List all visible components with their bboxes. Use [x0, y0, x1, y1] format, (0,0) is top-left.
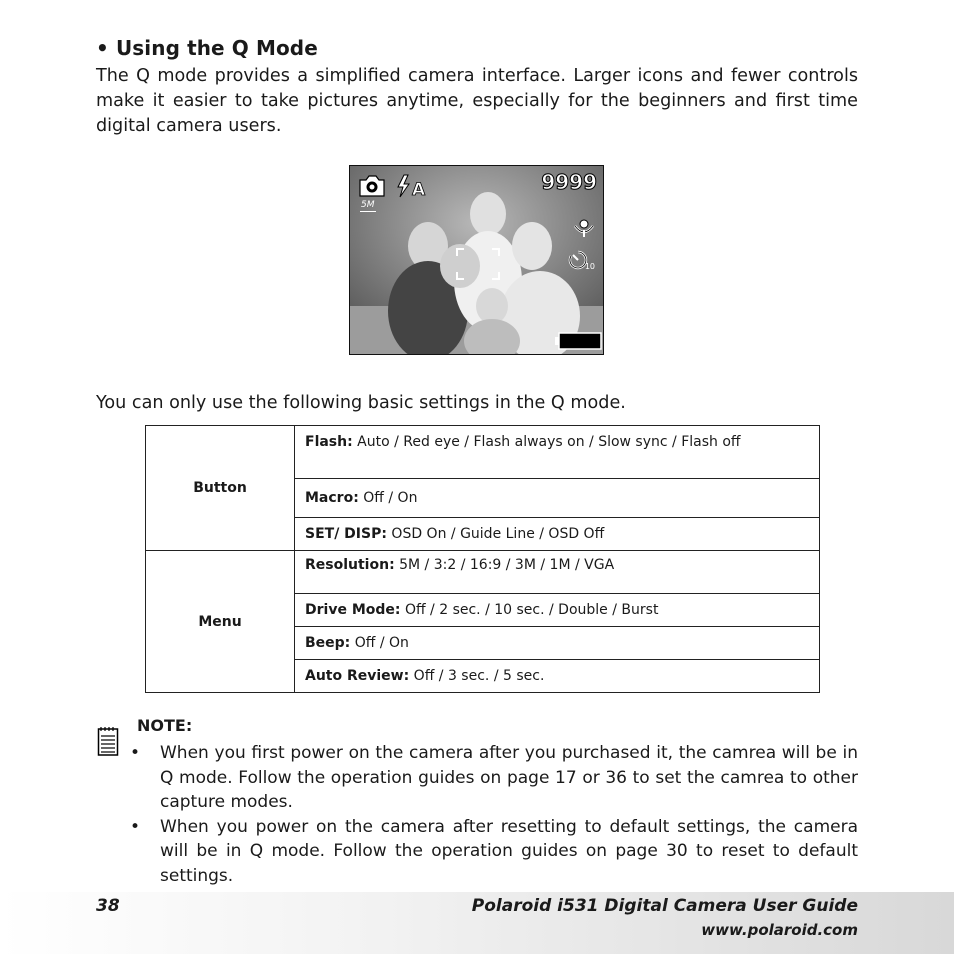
setting-row-flash: Flash: Auto / Red eye / Flash always on / Slow sync / Flash off [295, 426, 820, 479]
setting-row-drive-mode: Drive Mode: Off / 2 sec. / 10 sec. / Double / Burst [295, 594, 820, 627]
notepad-icon [97, 726, 119, 756]
page-number: 38 [96, 896, 120, 916]
setting-row-set-disp: SET/ DISP: OSD On / Guide Line / OSD Off [295, 518, 820, 551]
settings-table [145, 425, 820, 693]
bullet: • [130, 743, 141, 763]
q-mode-camera-icon [358, 174, 386, 198]
self-timer-value: 10 [584, 262, 595, 271]
setting-row-beep: Beep: Off / On [295, 627, 820, 660]
group-label-menu: Menu [146, 551, 295, 693]
flash-auto-icon [396, 174, 428, 198]
bullet: • [130, 816, 141, 837]
note-title: NOTE: [137, 716, 193, 735]
guide-title: Polaroid i531 Digital Camera User Guide [471, 896, 858, 916]
guide-url: www.polaroid.com [701, 921, 858, 939]
setting-row-macro: Macro: Off / On [295, 479, 820, 518]
section-heading: • Using the Q Mode [96, 36, 318, 60]
group-label-button: Button [146, 426, 295, 551]
lcd-preview [349, 165, 604, 355]
setting-row-resolution: Resolution: 5M / 3:2 / 16:9 / 3M / 1M / VGA [295, 551, 820, 594]
setting-row-auto-review: Auto Review: Off / 3 sec. / 5 sec. [295, 660, 820, 693]
battery-icon [554, 332, 602, 350]
resolution-badge: 5M [361, 200, 375, 210]
note-list [130, 741, 858, 888]
macro-icon [572, 216, 596, 238]
shots-remaining-counter: 9999 [541, 170, 597, 194]
intro-paragraph: The Q mode provides a simplified camera interface. Larger icons and fewer controls make it easier to take pictures anytime, especially for the beginners and first time digital camera users. [96, 66, 858, 136]
svg-text:A: A [412, 180, 426, 198]
note-item: • When you first power on the camera after you purchased it, the camrea will be in Q mode. Follow the operation guides on page 17 or 36 to set the camrea to other capture modes. [130, 743, 858, 812]
focus-frame-icon [456, 248, 500, 280]
note-item: • When you power on the camera after resetting to default settings, the camera will be in Q mode. Follow the operation guides on page 30 to reset to default settings. [130, 816, 858, 886]
settings-intro: You can only use the following basic settings in the Q mode. [96, 393, 626, 413]
